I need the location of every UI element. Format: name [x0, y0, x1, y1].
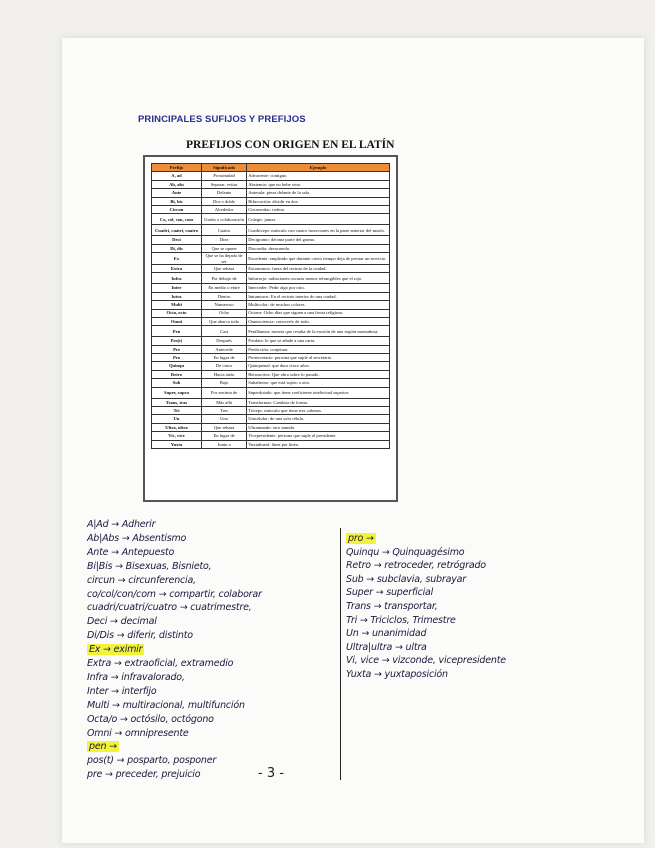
table-row	[152, 326, 390, 337]
note-text: Yuxta → yuxtaposición	[346, 669, 448, 680]
example-cell: Subalterno: que está sujeto a otro.	[247, 379, 390, 387]
note-line	[346, 587, 433, 598]
meaning-cell: Diez	[201, 236, 246, 244]
prefix-cell: Vic, vice	[152, 432, 202, 440]
example-cell: Abstemio: que no bebe vino.	[247, 180, 390, 188]
note-line	[87, 602, 252, 613]
meaning-cell: Que se ha dejado de ser	[201, 253, 246, 265]
prefix-table-frame	[143, 155, 398, 502]
note-line	[87, 519, 155, 530]
table-row	[152, 180, 390, 188]
prefix-cell: Co, col, con, com	[152, 214, 202, 225]
note-line	[346, 601, 438, 612]
note-line	[346, 669, 448, 680]
prefix-cell: Pro	[152, 354, 202, 362]
note-text: Super → superficial	[346, 587, 434, 599]
prefix-cell: Yuxta	[152, 440, 202, 448]
note-text: pos(t) → posparto, posponer	[87, 755, 217, 767]
table-row	[152, 292, 390, 300]
prefix-cell: Pre	[152, 345, 202, 353]
prefix-cell: Tri	[152, 407, 202, 415]
prefix-cell: Deci	[152, 236, 202, 244]
note-text: Infra → infravalorado,	[87, 671, 185, 683]
table-row	[152, 362, 390, 370]
example-cell: Octava: Ocho días que siguen a una fiesta religiosa.	[247, 309, 390, 317]
meaning-cell: Alrededor	[201, 205, 246, 213]
table-row	[152, 354, 390, 362]
prefix-cell: Inter	[152, 284, 202, 292]
table-row	[152, 415, 390, 423]
table-row	[152, 301, 390, 309]
prefix-cell: Octa, octo	[152, 309, 202, 317]
page-number: - 3 -	[258, 766, 284, 781]
prefix-cell: Trans, tras	[152, 398, 202, 406]
meaning-cell: Separar, evitar	[201, 180, 246, 188]
example-cell: Unicelular: de una sola célula.	[247, 415, 390, 423]
prefix-cell: Cuadri, cuatri, cuatro	[152, 225, 202, 236]
table-row	[152, 225, 390, 236]
table-row	[152, 432, 390, 440]
table-row	[152, 370, 390, 378]
note-text: Bi|Bis → Bisexuas, Bisnieto,	[87, 560, 212, 572]
meaning-cell: Uno	[201, 415, 246, 423]
example-cell: Decigramo: décima parte del gramo.	[247, 236, 390, 244]
example-cell: Interceder: Pedir algo por otro.	[247, 284, 390, 292]
meaning-cell: Que rebasa	[201, 423, 246, 431]
prefix-cell: Pos(t)	[152, 337, 202, 345]
note-line	[87, 769, 200, 780]
prefix-cell: Circun	[152, 205, 202, 213]
meaning-cell: Numeroso	[201, 301, 246, 309]
example-cell: Antesala: pieza delante de la sala.	[247, 189, 390, 197]
example-cell: Predicción: conjetura.	[247, 345, 390, 353]
table-row	[152, 284, 390, 292]
example-cell: Advacente: contiguo.	[247, 172, 390, 180]
table-row	[152, 387, 390, 398]
note-text: cuadri/cuatri/cuatro → cuatrimestre,	[87, 602, 252, 614]
note-line	[87, 547, 174, 558]
example-cell: Transformar: Cambiar de forma.	[247, 398, 390, 406]
table-title: PREFIJOS CON ORIGEN EN EL LATÍN	[186, 139, 395, 151]
meaning-cell: Que rebasa	[201, 264, 246, 272]
prefix-cell: Pen	[152, 326, 202, 337]
meaning-cell: Delante	[201, 189, 246, 197]
note-line	[346, 560, 486, 571]
prefix-cell: Ultra, ultra	[152, 423, 202, 431]
example-cell: Excedente: empleado que durante cierto tiempo deja de prestar un servicio.	[247, 253, 390, 265]
example-cell: Posdata: lo que se añade a una carta.	[247, 337, 390, 345]
example-cell: Quinquenal: que dura cinco años.	[247, 362, 390, 370]
table-row	[152, 407, 390, 415]
note-line	[346, 574, 466, 585]
table-row	[152, 189, 390, 197]
meaning-cell: Junto a	[201, 440, 246, 448]
example-cell: Multicolor: de muchos colores.	[247, 301, 390, 309]
note-line	[87, 741, 119, 752]
prefix-cell: Extra	[152, 264, 202, 272]
example-cell: Retroactiva: Que obra sobre lo pasado.	[247, 370, 390, 378]
highlighted-note-text: pen →	[89, 741, 117, 753]
note-text: Inter → interfijo	[87, 685, 157, 697]
meaning-cell: Por encima de	[201, 387, 246, 398]
meaning-cell: Bajo	[201, 379, 246, 387]
example-cell: Intramuros: En el recinto interior de una ciudad.	[247, 292, 390, 300]
table-header-row	[152, 164, 390, 172]
note-text: circun → circunferencia,	[87, 574, 196, 586]
note-line	[87, 728, 188, 739]
note-text: Di/Dis → diferir, distinto	[87, 630, 193, 642]
table-row	[152, 236, 390, 244]
table-row	[152, 345, 390, 353]
table-row	[152, 214, 390, 225]
note-line	[87, 700, 245, 711]
note-line	[87, 575, 196, 586]
meaning-cell: De cinco	[201, 362, 246, 370]
note-line	[346, 655, 506, 666]
meaning-cell: Tres	[201, 407, 246, 415]
meaning-cell: Después	[201, 337, 246, 345]
table-row	[152, 337, 390, 345]
prefix-cell: Ante	[152, 189, 202, 197]
example-cell: Prosecretario: persona que suple al secretario.	[247, 354, 390, 362]
prefix-cell: Quinqu	[152, 362, 202, 370]
example-cell: Omnisciencia: conocerlo de todo.	[247, 317, 390, 325]
meaning-cell: En medio o entre	[201, 284, 246, 292]
note-text: Ab|Abs → Absentismo	[87, 532, 187, 544]
meaning-cell: Por debajo de	[201, 273, 246, 284]
notes-divider	[340, 528, 341, 780]
note-text: Sub → subclavia, subrayar	[346, 573, 466, 585]
meaning-cell: En lugar de	[201, 432, 246, 440]
meaning-cell: Dos o doble	[201, 197, 246, 205]
note-text: Un → unanimidad	[346, 628, 427, 640]
prefix-cell: Di, dis	[152, 244, 202, 252]
table-row	[152, 253, 390, 265]
note-text: Retro → retroceder, retrógrado	[346, 560, 486, 572]
meaning-cell: Unión o colaboración	[201, 214, 246, 225]
example-cell: Colegir: juntar.	[247, 214, 390, 225]
note-text: Vi, vice → vizconde, vicepresidente	[346, 655, 506, 667]
highlighted-note-text: Ex → eximir	[89, 644, 143, 656]
table-row	[152, 172, 390, 180]
column-header: Prefijo	[152, 164, 202, 172]
note-line	[346, 615, 456, 626]
note-line	[346, 547, 464, 558]
meaning-cell: Que se opone	[201, 244, 246, 252]
table-row	[152, 205, 390, 213]
prefix-cell: Intra	[152, 292, 202, 300]
example-cell: Bifurcación: dividir en dos.	[247, 197, 390, 205]
note-text: Extra → extraoficial, extramedio	[87, 658, 234, 669]
meaning-cell: Proximidad	[201, 172, 246, 180]
note-line	[87, 561, 211, 572]
note-line	[87, 714, 214, 725]
meaning-cell: Más allá	[201, 398, 246, 406]
note-line	[87, 589, 262, 600]
table-row	[152, 264, 390, 272]
section-title: PRINCIPALES SUFIJOS Y PREFIJOS	[138, 114, 306, 125]
table-row	[152, 309, 390, 317]
meaning-cell: Cuatro	[201, 225, 246, 236]
prefix-cell: Un	[152, 415, 202, 423]
table-row	[152, 440, 390, 448]
example-cell: Yuxtalineal: línea por línea.	[247, 440, 390, 448]
prefix-cell: Infra	[152, 273, 202, 284]
note-line	[87, 533, 186, 544]
table-row	[152, 379, 390, 387]
table-row	[152, 423, 390, 431]
note-text: co/col/con/com → compartir, colaborar	[87, 588, 262, 600]
example-cell: Penillanura: meseta que resulta de la erosión de una región montañosa.	[247, 326, 390, 337]
note-line	[346, 628, 426, 639]
table-row	[152, 244, 390, 252]
note-text: Multi → multiracional, multifunción	[87, 699, 245, 711]
note-line	[346, 642, 427, 653]
example-cell: Ultramundo: otro mundo.	[247, 423, 390, 431]
prefix-cell: Sub	[152, 379, 202, 387]
prefix-cell: Omni	[152, 317, 202, 325]
note-text: Omni → omnipresente	[87, 727, 189, 739]
note-line	[87, 616, 157, 627]
note-text: Ante → Antepuesto	[87, 546, 175, 558]
example-cell: Infrarrojo: radiaciones oscuras menos refrangibles que el rojo.	[247, 273, 390, 284]
note-text: Octa/o → octósilo, octógono	[87, 713, 214, 725]
note-line	[87, 755, 216, 766]
example-cell: Circunvalar: rodear.	[247, 205, 390, 213]
example-cell: Extramuros: fuera del recinto de la ciudad.	[247, 264, 390, 272]
note-line	[346, 533, 376, 544]
table-row	[152, 398, 390, 406]
table-row	[152, 273, 390, 284]
note-line	[87, 644, 144, 655]
prefix-cell: Ab, abs	[152, 180, 202, 188]
meaning-cell: Que abarca todo	[201, 317, 246, 325]
prefix-table	[151, 163, 390, 449]
table-row	[152, 197, 390, 205]
column-header: Ejemplo	[247, 164, 390, 172]
prefix-cell: A, ad	[152, 172, 202, 180]
note-line	[87, 630, 193, 641]
table-row	[152, 317, 390, 325]
prefix-cell: Multi	[152, 301, 202, 309]
note-text: Quinqu → Quinquagésimo	[346, 546, 465, 558]
example-cell: Tríceps: músculo que tiene tres cabezas.	[247, 407, 390, 415]
prefix-cell: Retro	[152, 370, 202, 378]
note-text: A|Ad → Adherir	[87, 519, 156, 530]
meaning-cell: Antecede	[201, 345, 246, 353]
note-text: Deci → decimal	[87, 616, 157, 628]
column-header: Significado	[201, 164, 246, 172]
note-line	[87, 658, 233, 669]
highlighted-note-text: pro →	[348, 533, 374, 544]
meaning-cell: En lugar de	[201, 354, 246, 362]
meaning-cell: Ocho	[201, 309, 246, 317]
note-text: pre → preceder, prejuicio	[87, 769, 201, 781]
prefix-cell: Bi, bis	[152, 197, 202, 205]
note-text: Ultra|ultra → ultra	[346, 641, 427, 653]
example-cell: Vicepresidente: persona que suple al presidente.	[247, 432, 390, 440]
table-body	[152, 172, 390, 449]
prefix-cell: Super, supra	[152, 387, 202, 398]
note-text: Tri → Triciclos, Trimestre	[346, 614, 456, 626]
example-cell: Superdotado: que tiene coeficiente intelectual superior.	[247, 387, 390, 398]
note-line	[87, 672, 185, 683]
meaning-cell: Casi	[201, 326, 246, 337]
prefix-cell: Ex	[152, 253, 202, 265]
meaning-cell: Hacia atrás	[201, 370, 246, 378]
note-line	[87, 686, 156, 697]
note-text: Trans → transportar,	[346, 601, 438, 612]
example-cell: Cuadriceps: músculo con cuatro inserciones en la parte anterior del muslo.	[247, 225, 390, 236]
meaning-cell: Dentro	[201, 292, 246, 300]
example-cell: Discordia: desacuerdo.	[247, 244, 390, 252]
